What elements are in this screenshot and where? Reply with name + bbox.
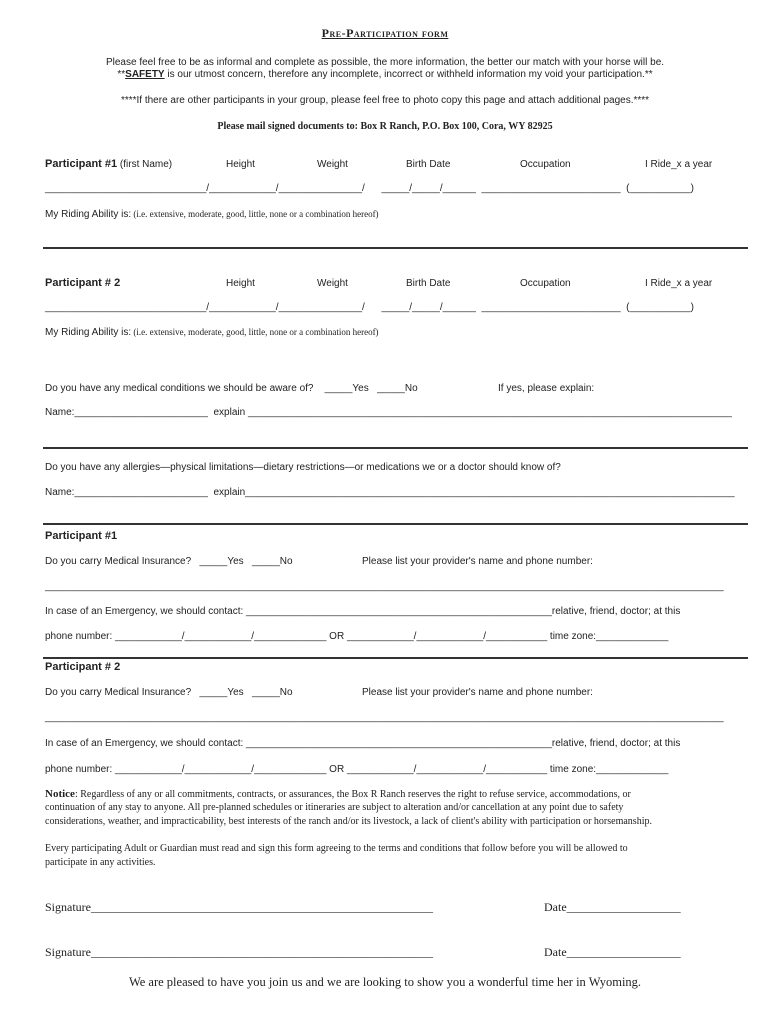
date-line-2[interactable]: Date___________________ xyxy=(544,945,681,959)
p2-riding-label: My Riding Ability is: xyxy=(45,327,132,338)
p1-riding-note: (i.e. extensive, moderate, good, little, none or a combination hereof) xyxy=(131,209,379,219)
participant-1-note: (first Name) xyxy=(117,159,173,170)
p2-weight-label: Weight xyxy=(317,278,348,289)
p2-blanks[interactable]: _____________________________/____________/_______________/ _____/_____/______ _________________________ (___________) xyxy=(45,302,694,313)
p1-occupation-label: Occupation xyxy=(520,159,571,170)
intro-line-2-pre: ** xyxy=(117,69,126,80)
p1-riding-ability[interactable] xyxy=(45,209,379,220)
insurance-2-emergency[interactable]: In case of an Emergency, we should contact: _______________________________________________________relative, friend, doctor; at this xyxy=(45,738,681,749)
participant-2-label: Participant # 2 xyxy=(45,277,121,289)
medical-name-line[interactable]: Name:________________________ explain _______________________________________________________________________________________ xyxy=(45,407,732,418)
intro-line-2-post: is our utmost concern, therefore any incomplete, incorrect or withheld information my void your participation.** xyxy=(164,69,653,80)
insurance-2-question[interactable]: Do you carry Medical Insurance? _____Yes _____No xyxy=(45,687,293,698)
agreement-line-1: Every participating Adult or Guardian must read and sign this form agreeing to the terms and conditions that follow before you will be allowed to xyxy=(45,843,628,854)
participant-1-heading xyxy=(45,158,172,170)
allergies-name-line[interactable]: Name:________________________ explain________________________________________________________________________________________ xyxy=(45,487,735,498)
medical-question[interactable]: Do you have any medical conditions we should be aware of? _____Yes _____No xyxy=(45,383,418,394)
intro-line-2 xyxy=(0,69,770,80)
notice-line-1 xyxy=(45,788,631,800)
allergies-question: Do you have any allergies—physical limitations—dietary restrictions—or medications we or a doctor should know of? xyxy=(45,462,561,473)
notice-line-3: considerations, weather, and impracticability, best interests of the ranch and/or its livestock, a lack of client's ability with participation or horsemanship. xyxy=(45,816,652,827)
insurance-1-provider: Please list your provider's name and phone number: xyxy=(362,556,593,567)
insurance-1-blank-line[interactable]: __________________________________________________________________________________________________________________________ xyxy=(45,581,724,592)
insurance-2-provider: Please list your provider's name and phone number: xyxy=(362,687,593,698)
p2-riding-ability[interactable] xyxy=(45,327,379,338)
participant-1-label: Participant #1 xyxy=(45,158,118,170)
notice-text-1: : Regardless of any or all commitments, contracts, or assurances, the Box R Ranch reserves the right to refuse service, accommodations, or xyxy=(74,789,631,800)
p1-blanks[interactable]: _____________________________/____________/_______________/ _____/_____/______ _________________________ (___________) xyxy=(45,183,694,194)
form-title: Pre-Participation form xyxy=(321,26,449,40)
insurance-1-phone[interactable]: phone number: ____________/____________/_____________ OR ____________/____________/___________ time zone:_____________ xyxy=(45,631,669,642)
p1-height-label: Height xyxy=(226,159,255,170)
closing-message: We are pleased to have you join us and we are looking to show you a wonderful time her in Wyoming. xyxy=(128,975,642,989)
p2-ride-label: I Ride_x a year xyxy=(645,278,713,289)
date-line-1[interactable]: Date___________________ xyxy=(544,900,681,914)
p2-occupation-label: Occupation xyxy=(520,278,571,289)
p1-weight-label: Weight xyxy=(317,159,348,170)
signature-line-1[interactable]: Signature_________________________________________________________ xyxy=(45,900,433,914)
safety-emphasis: SAFETY xyxy=(125,69,165,80)
insurance-1-question[interactable]: Do you carry Medical Insurance? _____Yes _____No xyxy=(45,556,293,567)
notice-label: Notice xyxy=(45,788,75,800)
p2-height-label: Height xyxy=(226,278,255,289)
signature-line-2[interactable]: Signature_________________________________________________________ xyxy=(45,945,433,959)
agreement-line-2: participate in any activities. xyxy=(45,857,156,868)
insurance-2-phone[interactable]: phone number: ____________/____________/_____________ OR ____________/____________/___________ time zone:_____________ xyxy=(45,764,669,775)
divider xyxy=(43,523,748,525)
divider xyxy=(43,247,748,249)
divider xyxy=(43,657,748,659)
medical-ifyes: If yes, please explain: xyxy=(498,383,595,394)
intro-line-3: ****If there are other participants in your group, please feel free to photo copy this page and attach additional pages.**** xyxy=(120,95,650,106)
p1-ride-label: I Ride_x a year xyxy=(645,159,713,170)
p2-riding-note: (i.e. extensive, moderate, good, little, none or a combination hereof) xyxy=(131,327,379,337)
insurance-2-label: Participant # 2 xyxy=(45,661,121,673)
p2-birth-label: Birth Date xyxy=(406,278,451,289)
insurance-2-blank-line[interactable]: __________________________________________________________________________________________________________________________ xyxy=(45,712,724,723)
p1-riding-label: My Riding Ability is: xyxy=(45,209,132,220)
insurance-1-label: Participant #1 xyxy=(45,530,118,542)
intro-line-1: Please feel free to be as informal and complete as possible, the more information, the better our match with your horse will be. xyxy=(105,57,665,68)
mail-instructions: Please mail signed documents to: Box R Ranch, P.O. Box 100, Cora, WY 82925 xyxy=(217,121,553,132)
p1-birth-label: Birth Date xyxy=(406,159,451,170)
notice-line-2: continuation of any stay to anyone. All pre-planned schedules or itineraries are subject to alteration and/or cancellation at any point due to safety xyxy=(45,802,624,813)
divider xyxy=(43,447,748,449)
insurance-1-emergency[interactable]: In case of an Emergency, we should contact: _______________________________________________________relative, friend, doctor; at this xyxy=(45,606,681,617)
